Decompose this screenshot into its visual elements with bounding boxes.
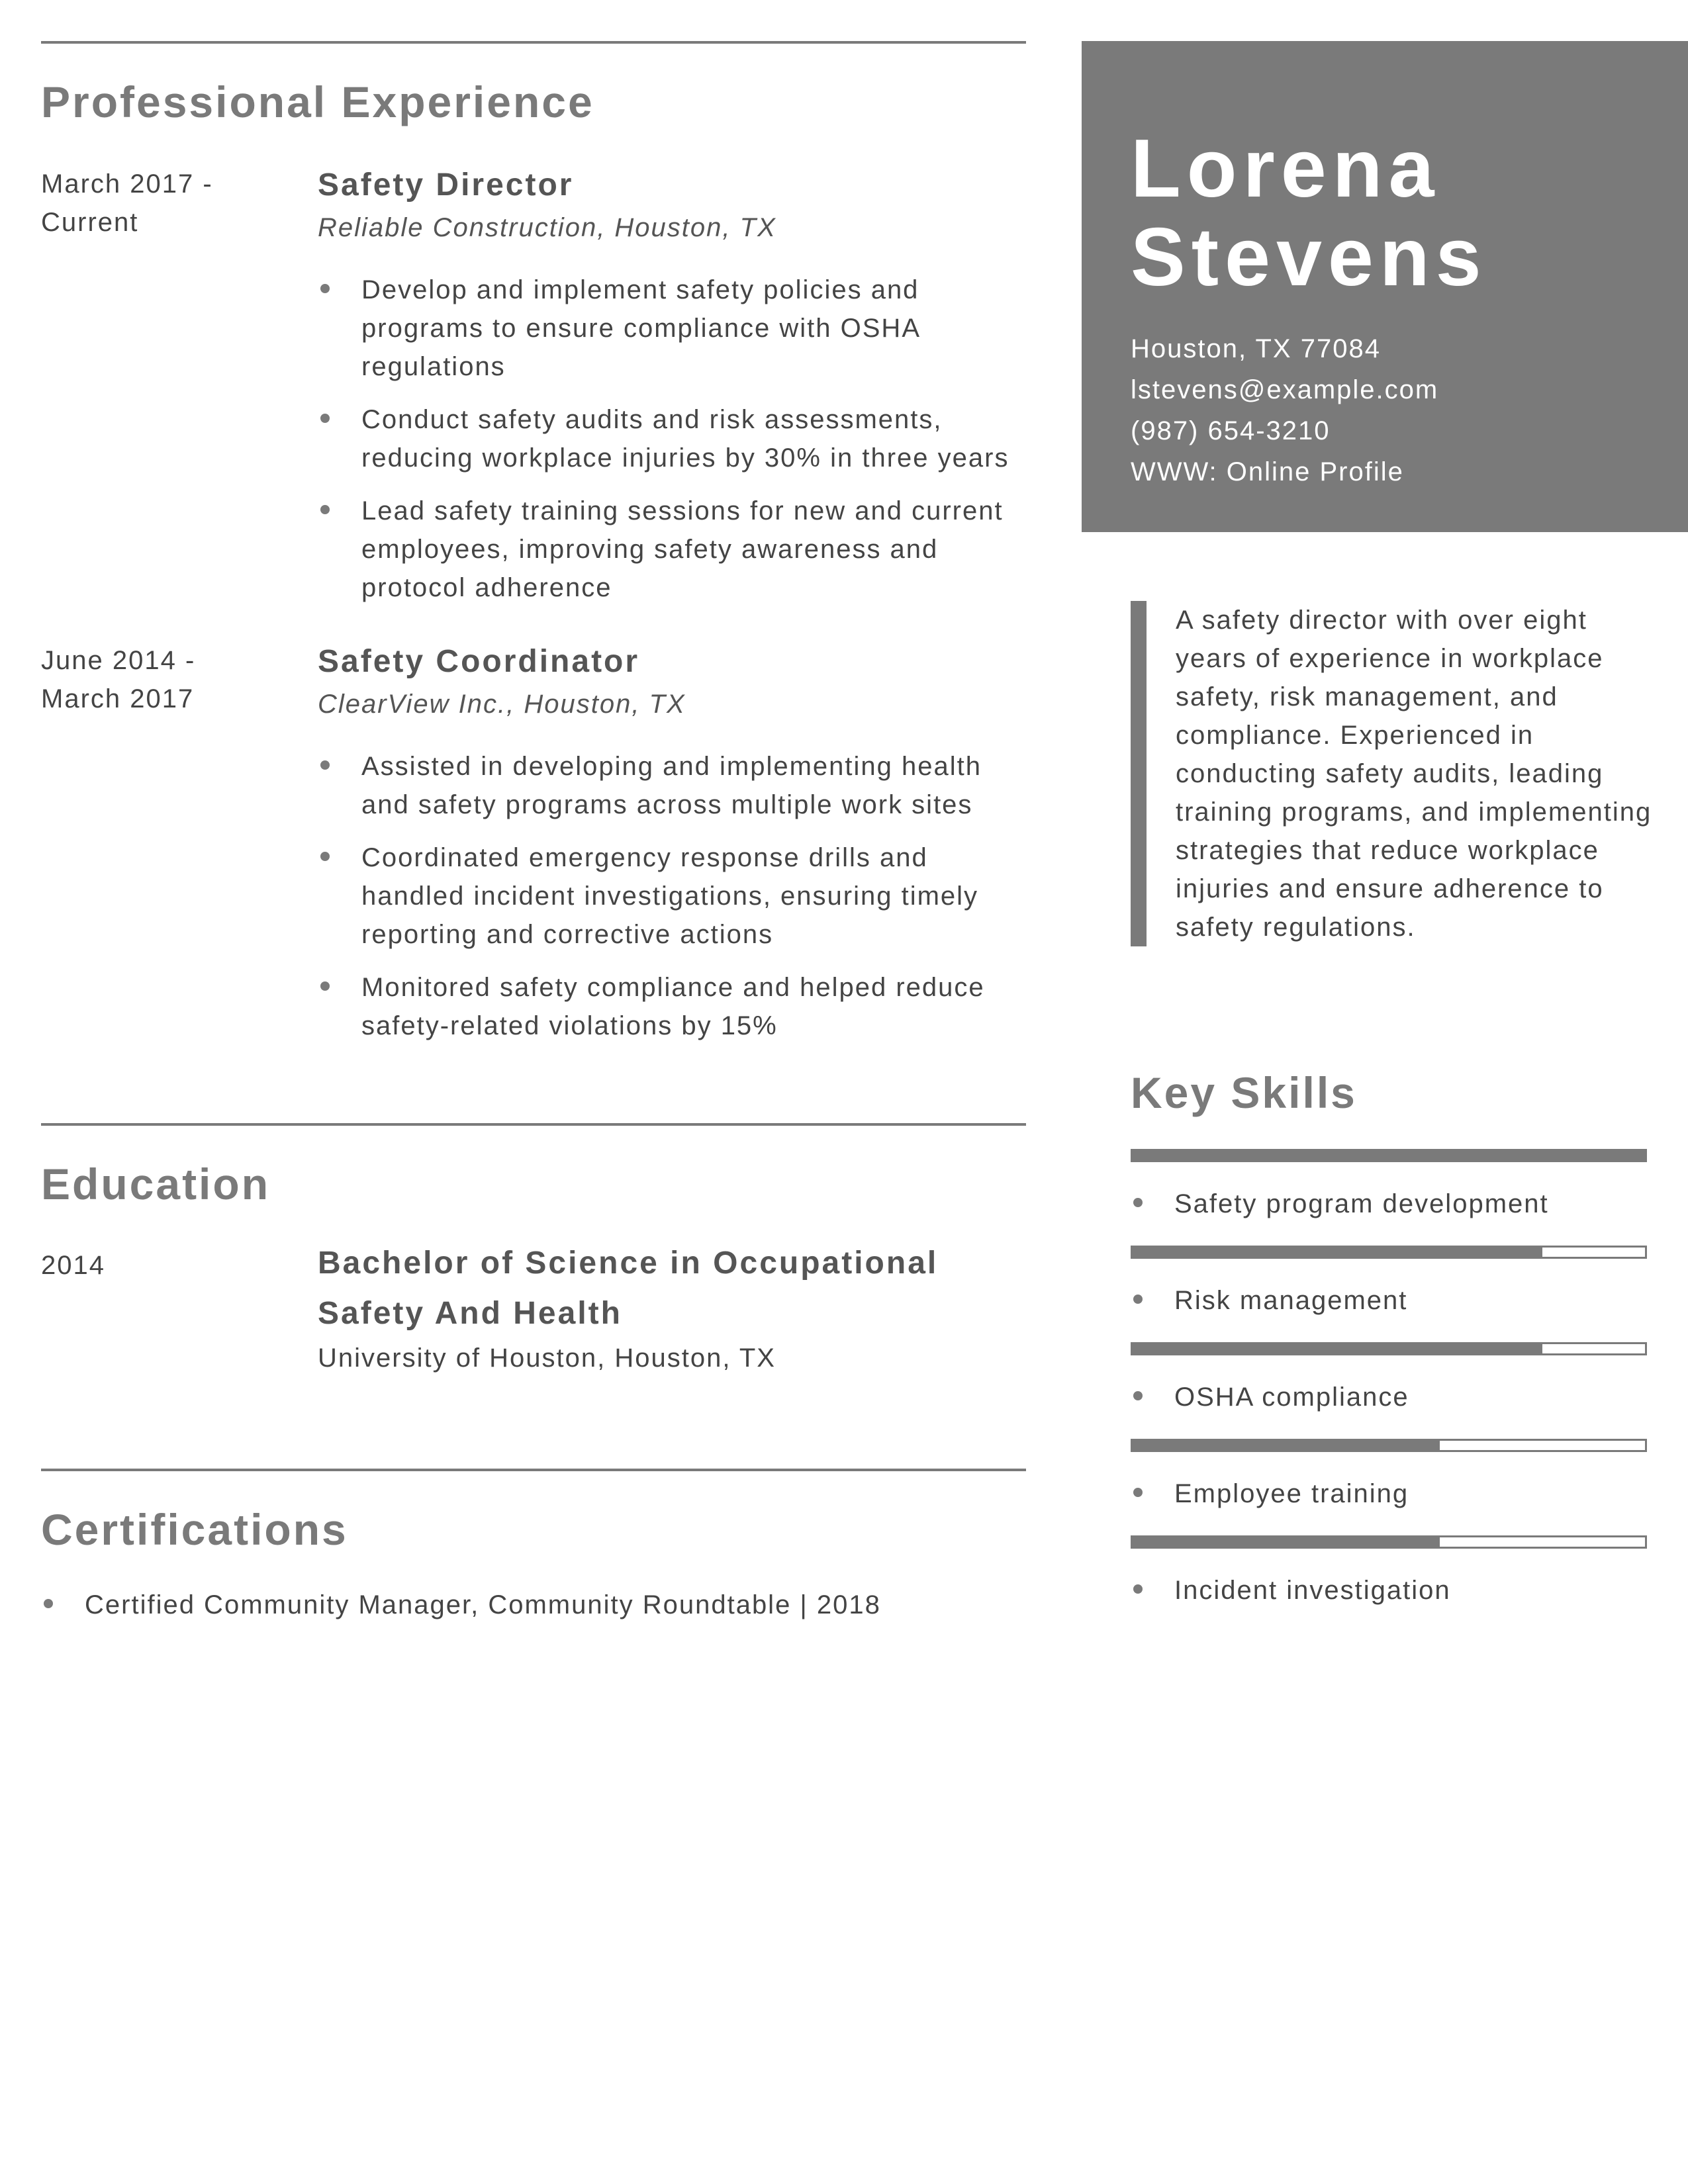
education-degree: Bachelor of Science in Occupational Safety And Health [318,1246,939,1332]
skill-level-bar [1131,1535,1647,1549]
skills-heading: Key Skills [1131,1068,1357,1117]
contact-website[interactable]: WWW: Online Profile [1131,457,1404,486]
skill-level-fill [1133,1248,1542,1257]
first-name: Lorena [1131,123,1440,214]
job-start-date: March 2017 - [41,169,213,199]
name-header [1082,41,1688,532]
certification-list [41,1586,1026,1624]
skill-item [1131,1549,1647,1632]
section-divider [41,41,1026,44]
skill-item [1131,1452,1647,1535]
job-bullet: Develop and implement safety policies and programs to ensure compliance with OSHA regulations [318,271,1026,386]
job-bullet-list [318,747,1026,1045]
job-entry [41,165,1026,621]
education-details [318,1246,1026,1377]
contact-address: Houston, TX 77084 [1131,334,1381,363]
contact-phone: (987) 654-3210 [1131,416,1331,445]
key-skills [1131,1069,1647,1632]
skill-item [1131,1355,1647,1439]
last-name: Stevens [1131,212,1487,303]
job-title: Safety Director [318,167,574,203]
skill-label: Safety program development [1131,1185,1549,1223]
job-dates [41,165,318,621]
job-bullet: Lead safety training sessions for new and current employees, improving safety awareness and protocol adherence [318,492,1026,607]
skill-level-bar [1131,1149,1647,1162]
skill-label: OSHA compliance [1131,1378,1409,1416]
skill-level-bar [1131,1439,1647,1452]
job-company: ClearView Inc., Houston, TX [318,689,686,719]
skill-level-fill [1133,1537,1440,1547]
skill-item [1131,1259,1647,1342]
job-end-date: Current [41,207,139,237]
job-start-date: June 2014 - [41,645,196,675]
job-end-date: March 2017 [41,684,195,713]
job-title: Safety Coordinator [318,643,640,679]
skill-label: Employee training [1131,1475,1409,1513]
contact-email[interactable]: lstevens@example.com [1131,375,1439,404]
job-bullet: Monitored safety compliance and helped reduce safety-related violations by 15% [318,968,1026,1045]
skill-level-fill [1133,1344,1542,1353]
job-details [318,165,1026,621]
job-bullet: Coordinated emergency response drills and handled incident investigations, ensuring timely reporting and corrective actions [318,839,1026,954]
education-school: University of Houston, Houston, TX [318,1343,776,1373]
certifications-heading: Certifications [41,1505,348,1555]
job-dates [41,641,318,1060]
skill-level-fill [1133,1441,1440,1450]
education-heading: Education [41,1159,271,1208]
job-bullet: Assisted in developing and implementing health and safety programs across multiple work sites [318,747,1026,824]
skill-label: Incident investigation [1131,1571,1451,1610]
job-bullet: Conduct safety audits and risk assessments, reducing workplace injuries by 30% in three years [318,400,1026,477]
job-details [318,641,1026,1060]
section-divider [41,1469,1026,1471]
job-entry [41,641,1026,1060]
skill-level-bar [1131,1246,1647,1259]
professional-summary: A safety director with over eight years of experience in workplace safety, risk management, and compliance. Experienced in conducting safety audits, leading training programs, and implementing strategies that reduce workplace injuries and ensure adherence to safety regulations. [1131,601,1660,946]
contact-info [1131,328,1688,492]
skill-list [1131,1149,1647,1632]
skill-label: Risk management [1131,1281,1407,1320]
education-entry [41,1246,1026,1377]
skill-level-fill [1133,1151,1645,1160]
certification-item: Certified Community Manager, Community Roundtable | 2018 [41,1586,1026,1624]
section-divider [41,1123,1026,1126]
experience-heading: Professional Experience [41,77,594,126]
job-company: Reliable Construction, Houston, TX [318,212,776,242]
education-year: 2014 [41,1251,105,1281]
skill-item [1131,1162,1647,1246]
main-column [41,41,1026,1639]
job-bullet-list [318,271,1026,607]
skill-level-bar [1131,1342,1647,1355]
